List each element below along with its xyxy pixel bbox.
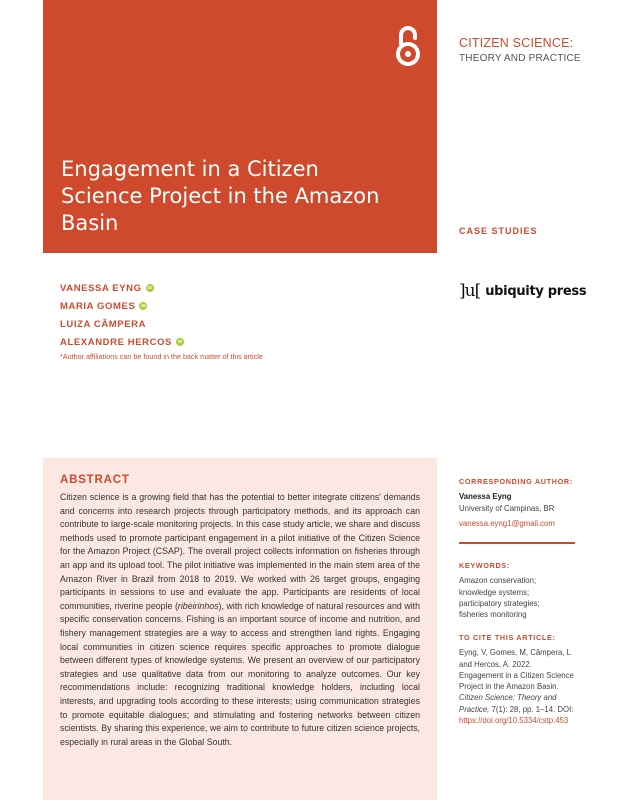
author-name-text: VANESSA EYNG: [60, 282, 142, 294]
journal-name[interactable]: [459, 36, 581, 66]
orcid-icon[interactable]: [176, 338, 184, 346]
abstract-text-part1: Citizen science is a growing field that has the potential to better integrate citizens' demands and concerns into research projects through participatory methods, and its approach can contribute to large-scale monitoring projects. In this case study article, we share and discuss methods used to promote participant engagement in a pilot initiative of the Citizen Science for the Amazon Project (CSAP). The overall project collects information on fisheries through an app and its upload tool. The pilot initiative was implemented in the main stem area of the Amazon River in Brazil from 2018 to 2019. We worked with 26 target groups, engaging participants in sessions to use and evaluate the app. Participants are residents of local communities, riverine people (: [60, 492, 420, 611]
author-name-text: ALEXANDRE HERCOS: [60, 336, 172, 348]
abstract-heading: ABSTRACT: [60, 474, 130, 486]
open-access-lock-icon: [395, 24, 421, 68]
orcid-icon[interactable]: [146, 284, 154, 292]
article-title: Engagement in a Citizen Science Project in the Amazon Basin: [61, 157, 380, 235]
section-divider: [459, 542, 575, 544]
author-name[interactable]: [60, 297, 184, 315]
keyword-item: participatory strategies;: [459, 598, 540, 608]
author-name[interactable]: [60, 333, 184, 351]
keywords-block: [459, 560, 575, 620]
corresponding-author-email[interactable]: vanessa.eyng1@gmail.com: [459, 518, 555, 528]
corresponding-author-heading: CORRESPONDING AUTHOR:: [459, 477, 573, 486]
article-type-label: CASE STUDIES: [459, 226, 538, 236]
citation-text-part1: Eyng, V, Gomes, M, Câmpera, L and Hercos, A. 2022. Engagement in a Citizen Science Project in the Amazon Basin.: [459, 648, 574, 692]
corresponding-author-affiliation: University of Campinas, BR: [459, 503, 555, 513]
author-name-text: LUIZA CÂMPERA: [60, 318, 147, 330]
publisher-name: ubiquity press: [485, 283, 587, 299]
corresponding-author-name: Vanessa Eyng: [459, 492, 512, 502]
affiliation-note: *Author affiliations can be found in the back matter of this article: [60, 352, 263, 361]
journal-name-line1: CITIZEN SCIENCE:: [459, 36, 574, 50]
ubiquity-press-mark-icon: ]u[: [459, 281, 481, 301]
abstract-text: [60, 491, 420, 749]
citation-text: [459, 647, 575, 726]
keyword-item: Amazon conservation;: [459, 576, 537, 586]
author-list: [60, 279, 184, 351]
citation-heading: TO CITE THIS ARTICLE:: [459, 633, 556, 642]
doi-link[interactable]: https://doi.org/10.5334/cstp.453: [459, 716, 569, 726]
abstract-text-part2: ), with rich knowledge of natural resources and with specific conservation concerns. Fishing is an important source of income and nutrition, and fishery management strategies are a way to access and strengthen land rights. Engaging local communities in citizen science requires specific approaches to promote dialogue between different types of knowledge systems. We present an overview of our participatory strategies and use qualitative data from our monitoring to analyze outcomes. Our key recommendations include: recognizing traditional knowledge holders, including local interests, and upgrading tools according to these interests; using communication strategies to promote equitable dialogues; and stimulating and fostering networks between citizen scientists. By sharing this experience, we aim to contribute to future citizen science projects, especially in rural areas in the Global South.: [60, 600, 421, 747]
author-name[interactable]: [60, 279, 184, 297]
journal-name-line2: THEORY AND PRACTICE: [459, 53, 581, 64]
keywords-heading: KEYWORDS:: [459, 561, 511, 570]
publisher-logo[interactable]: [459, 281, 586, 301]
orcid-icon[interactable]: [139, 302, 147, 310]
keyword-item: fisheries monitoring: [459, 610, 527, 620]
citation-text-part2: 7(1): 28, pp. 1–14. DOI:: [489, 704, 574, 714]
author-name[interactable]: [60, 315, 184, 333]
abstract-italic-term: ribeirinhos: [177, 600, 219, 611]
citation-block: [459, 632, 575, 726]
author-name-text: MARIA GOMES: [60, 300, 136, 312]
keyword-item: knowledge systems;: [459, 587, 530, 597]
corresponding-author-block: [459, 476, 575, 529]
citation-journal: Citizen Science: Theory and Practice,: [459, 693, 557, 714]
